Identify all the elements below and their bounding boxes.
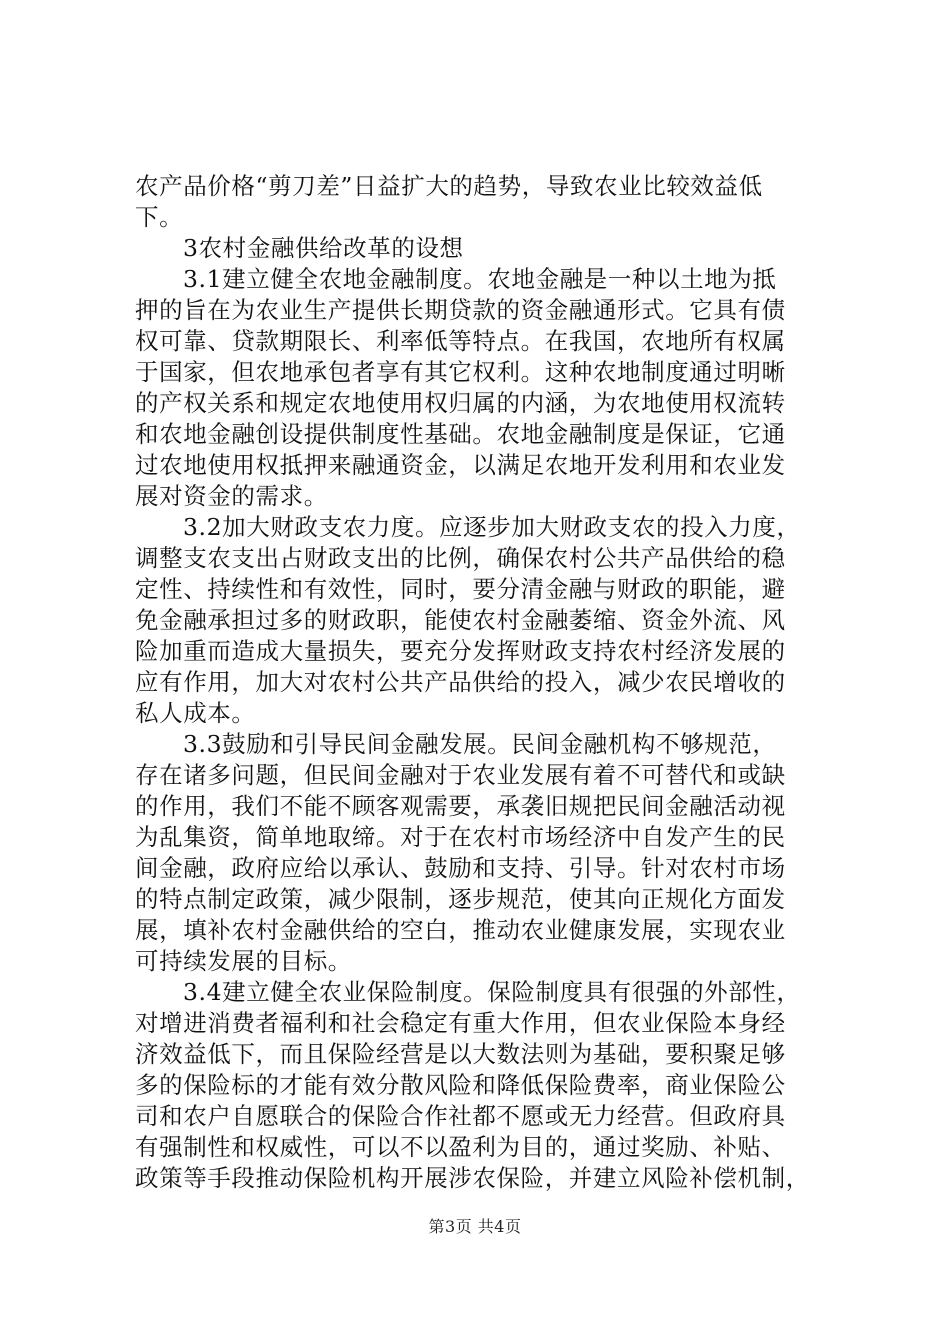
text-line: 展，填补农村金融供给的空白，推动农业健康发展，实现农业 xyxy=(135,916,786,944)
text-line: 私人成本。 xyxy=(135,699,256,727)
text-line: 间金融，政府应给以承认、鼓励和支持、引导。针对农村市场 xyxy=(135,854,786,882)
text-line: 司和农户自愿联合的保险合作社都不愿或无力经营。但政府具 xyxy=(135,1102,786,1130)
page-number-footer: 第3页 共4页 xyxy=(428,1217,522,1236)
text-line: 下。 xyxy=(135,203,184,231)
text-line: 的特点制定政策，减少限制，逐步规范，使其向正规化方面发 xyxy=(135,885,786,913)
text-line: 过农地使用权抵押来融通资金，以满足农地开发利用和农业发 xyxy=(135,451,786,479)
text-line: 存在诸多问题，但民间金融对于农业发展有着不可替代和或缺 xyxy=(135,761,786,789)
paragraph-start: 3.3鼓励和引导民间金融发展。民间金融机构不够规范， xyxy=(183,730,777,758)
text-line: 济效益低下，而且保险经营是以大数法则为基础，要积聚足够 xyxy=(135,1040,786,1068)
text-line: 定性、持续性和有效性，同时，要分清金融与财政的职能，避 xyxy=(135,575,786,603)
text-line: 为乱集资，简单地取缔。对于在农村市场经济中自发产生的民 xyxy=(135,823,786,851)
text-line: 政策等手段推动保险机构开展涉农保险，并建立风险补偿机制， xyxy=(135,1164,810,1192)
text-line: 的作用，我们不能不顾客观需要，承袭旧规把民间金融活动视 xyxy=(135,792,786,820)
text-line: 农产品价格“剪刀差”日益扩大的趋势，导致农业比较效益低 xyxy=(135,172,763,200)
text-line: 多的保险标的才能有效分散风险和降低保险费率，商业保险公 xyxy=(135,1071,786,1099)
body-text xyxy=(135,171,825,1194)
text-line: 免金融承担过多的财政职，能使农村金融萎缩、资金外流、风 xyxy=(135,606,786,634)
text-line: 权可靠、贷款期限长、利率低等特点。在我国，农地所有权属 xyxy=(135,327,786,355)
text-line: 应有作用，加大对农村公共产品供给的投入，减少农民增收的 xyxy=(135,668,786,696)
text-line: 和农地金融创设提供制度性基础。农地金融制度是保证，它通 xyxy=(135,420,786,448)
text-line: 可持续发展的目标。 xyxy=(135,947,352,975)
paragraph-start: 3.1建立健全农地金融制度。农地金融是一种以土地为抵 xyxy=(183,265,777,293)
text-line: 押的旨在为农业生产提供长期贷款的资金融通形式。它具有债 xyxy=(135,296,786,324)
text-line: 于国家，但农地承包者享有其它权利。这种农地制度通过明晰 xyxy=(135,358,786,386)
text-line: 对增进消费者福利和社会稳定有重大作用，但农业保险本身经 xyxy=(135,1009,786,1037)
text-line: 展对资金的需求。 xyxy=(135,482,328,510)
section-heading: 3农村金融供给改革的设想 xyxy=(183,234,464,262)
text-line: 的产权关系和规定农地使用权归属的内涵，为农地使用权流转 xyxy=(135,389,786,417)
text-line: 有强制性和权威性，可以不以盈利为目的，通过奖励、补贴、 xyxy=(135,1133,786,1161)
text-line: 调整支农支出占财政支出的比例，确保农村公共产品供给的稳 xyxy=(135,544,786,572)
paragraph-start: 3.4建立健全农业保险制度。保险制度具有很强的外部性， xyxy=(183,978,801,1006)
text-line: 险加重而造成大量损失，要充分发挥财政支持农村经济发展的 xyxy=(135,637,786,665)
paragraph-start: 3.2加大财政支农力度。应逐步加大财政支农的投入力度， xyxy=(183,513,801,541)
